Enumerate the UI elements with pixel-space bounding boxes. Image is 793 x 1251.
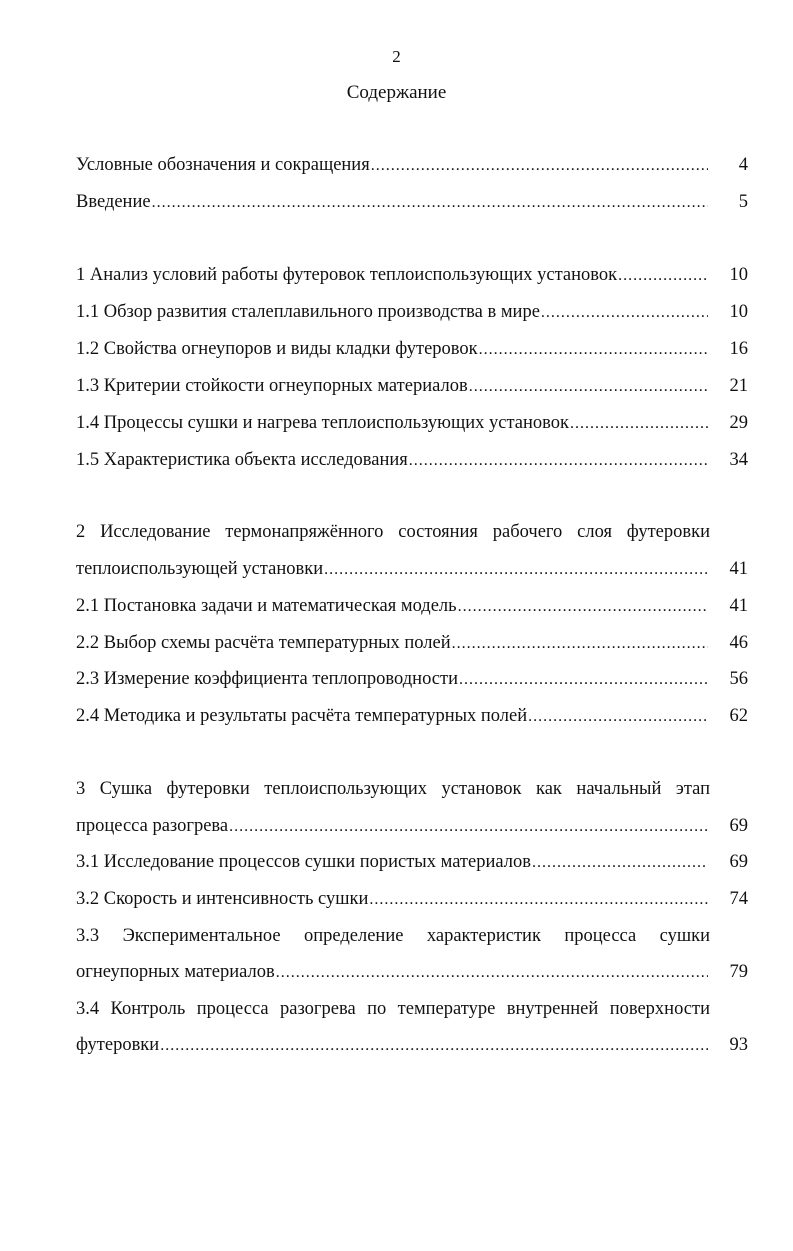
dot-leader bbox=[229, 814, 708, 840]
toc-entry-heading-line[interactable] bbox=[76, 923, 748, 949]
toc-entry-page: 41 bbox=[729, 596, 748, 616]
dot-leader bbox=[409, 448, 708, 474]
toc-entry-page: 21 bbox=[729, 376, 748, 396]
toc-entry-text: 2.1 Постановка задачи и математическая модель bbox=[76, 596, 457, 616]
toc-entry-heading-line[interactable] bbox=[76, 776, 748, 802]
toc-entry-text: 2.3 Измерение коэффициента теплопроводности bbox=[76, 669, 458, 689]
dot-leader bbox=[459, 667, 708, 693]
toc-entry[interactable] bbox=[76, 886, 748, 912]
toc-entry-page: 10 bbox=[729, 265, 748, 285]
toc-entry-page: 10 bbox=[729, 302, 748, 322]
toc-entry-text: 3.2 Скорость и интенсивность сушки bbox=[76, 889, 369, 909]
toc-entry[interactable] bbox=[76, 849, 748, 875]
dot-leader bbox=[160, 1033, 708, 1059]
page-title: Содержание bbox=[346, 82, 447, 103]
toc-entry[interactable] bbox=[76, 703, 748, 729]
dot-leader bbox=[532, 850, 708, 876]
toc-entry[interactable] bbox=[76, 336, 748, 362]
dot-leader bbox=[369, 887, 708, 913]
dot-leader bbox=[324, 557, 708, 583]
dot-leader bbox=[469, 374, 708, 400]
toc-entry[interactable] bbox=[76, 152, 748, 178]
toc-entry-page: 46 bbox=[729, 633, 748, 653]
dot-leader bbox=[541, 300, 708, 326]
toc-entry-text: футеровки bbox=[76, 1035, 160, 1055]
toc-entry-page: 69 bbox=[729, 816, 748, 836]
toc-entry-text: Условные обозначения и сокращения bbox=[76, 155, 370, 175]
toc-entry-page: 34 bbox=[729, 450, 748, 470]
toc-entry-page: 69 bbox=[729, 852, 748, 872]
dot-leader bbox=[152, 190, 708, 216]
dot-leader bbox=[479, 337, 708, 363]
toc-entry-heading-line[interactable] bbox=[76, 996, 748, 1022]
toc-entry-text: 2.4 Методика и результаты расчёта температурных полей bbox=[76, 706, 528, 726]
toc-entry[interactable] bbox=[76, 813, 748, 839]
toc-entry[interactable] bbox=[76, 630, 748, 656]
table-of-contents bbox=[76, 0, 748, 1251]
dot-leader bbox=[276, 960, 708, 986]
dot-leader bbox=[458, 594, 708, 620]
toc-entry-text: процесса разогрева bbox=[76, 816, 229, 836]
toc-entry-heading-line[interactable] bbox=[76, 519, 748, 545]
toc-entry-text: 3.4 Контроль процесса разогрева по температуре внутренней поверхности bbox=[76, 999, 710, 1019]
toc-entry[interactable] bbox=[76, 556, 748, 582]
toc-entry-text: 3 Сушка футеровки теплоиспользующих установок как начальный этап bbox=[76, 779, 710, 799]
toc-entry-text: 1.2 Свойства огнеупоров и виды кладки футеровок bbox=[76, 339, 478, 359]
toc-entry-text: Введение bbox=[76, 192, 151, 212]
dot-leader bbox=[570, 411, 708, 437]
toc-entry[interactable] bbox=[76, 262, 748, 288]
dot-leader bbox=[528, 704, 708, 730]
toc-entry-page: 29 bbox=[729, 413, 748, 433]
toc-entry[interactable] bbox=[76, 373, 748, 399]
toc-entry[interactable] bbox=[76, 189, 748, 215]
toc-entry-text: 1.3 Критерии стойкости огнеупорных материалов bbox=[76, 376, 468, 396]
dot-leader bbox=[452, 631, 708, 657]
toc-entry-text: 3.3 Экспериментальное определение характеристик процесса сушки bbox=[76, 926, 710, 946]
toc-entry-text: 1.1 Обзор развития сталеплавильного производства в мире bbox=[76, 302, 540, 322]
toc-entry-text: огнеупорных материалов bbox=[76, 962, 275, 982]
toc-entry[interactable] bbox=[76, 1032, 748, 1058]
toc-entry[interactable] bbox=[76, 666, 748, 692]
toc-entry-text: теплоиспользующей установки bbox=[76, 559, 324, 579]
dot-leader bbox=[618, 263, 708, 289]
toc-entry-page: 93 bbox=[729, 1035, 748, 1055]
page-number: 2 bbox=[392, 47, 401, 66]
toc-entry-text: 3.1 Исследование процессов сушки пористых материалов bbox=[76, 852, 531, 872]
toc-entry-page: 74 bbox=[729, 889, 748, 909]
toc-entry-text: 1 Анализ условий работы футеровок теплоиспользующих установок bbox=[76, 265, 618, 285]
toc-entry-page: 62 bbox=[729, 706, 748, 726]
toc-entry-text: 1.5 Характеристика объекта исследования bbox=[76, 450, 408, 470]
toc-entry-page: 16 bbox=[729, 339, 748, 359]
toc-entry-text: 2.2 Выбор схемы расчёта температурных полей bbox=[76, 633, 451, 653]
toc-entry-page: 79 bbox=[729, 962, 748, 982]
toc-entry[interactable] bbox=[76, 593, 748, 619]
toc-entry[interactable] bbox=[76, 447, 748, 473]
toc-entry[interactable] bbox=[76, 959, 748, 985]
toc-entry-text: 1.4 Процессы сушки и нагрева теплоиспользующих установок bbox=[76, 413, 570, 433]
toc-entry-page: 4 bbox=[738, 155, 748, 175]
toc-entry-text: 2 Исследование термонапряжённого состояния рабочего слоя футеровки bbox=[76, 522, 710, 542]
toc-entry-page: 56 bbox=[729, 669, 748, 689]
dot-leader bbox=[371, 153, 708, 179]
toc-entry[interactable] bbox=[76, 410, 748, 436]
toc-entry-page: 41 bbox=[729, 559, 748, 579]
toc-entry[interactable] bbox=[76, 299, 748, 325]
toc-entry-page: 5 bbox=[738, 192, 748, 212]
